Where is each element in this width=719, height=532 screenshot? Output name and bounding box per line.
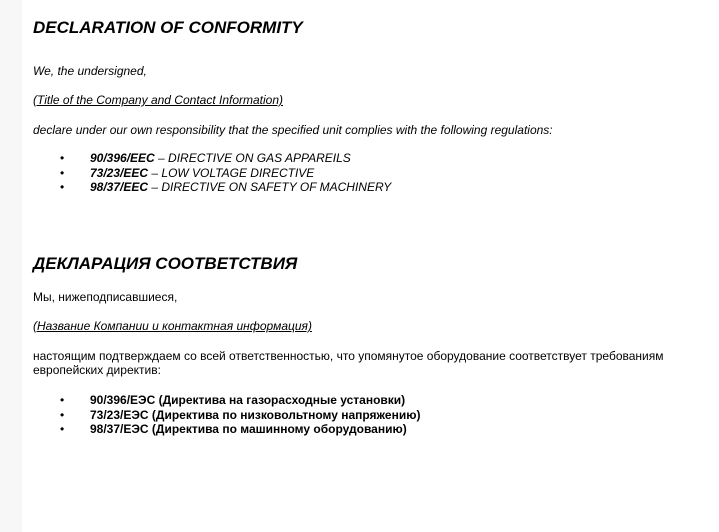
bullet: • (60, 180, 65, 194)
bullet: • (60, 151, 65, 165)
title-english: DECLARATION OF CONFORMITY (33, 18, 303, 37)
statement-english: declare under our own responsibility that the specified unit complies with the following regulations: (33, 123, 553, 137)
bullet: • (60, 393, 65, 407)
statement-russian: настоящим подтверждаем со всей ответственностью, что упомянутое оборудование соответствует требованиям европейских директив: (33, 349, 664, 377)
directive-desc: – DIRECTIVE ON SAFETY OF MACHINERY (148, 180, 392, 194)
company-placeholder-english: (Title of the Company and Contact Information) (33, 93, 284, 107)
intro-russian: Мы, нижеподписавшиеся, (33, 290, 178, 304)
directive-desc: – DIRECTIVE ON GAS APPAREILS (154, 151, 351, 165)
directive-text: 98/37/ЕЭС (Директива по машинному оборудованию) (90, 422, 407, 436)
bullet: • (60, 422, 65, 436)
directive-code: 98/37/EEC (90, 180, 149, 194)
directive-text: 90/396/ЕЭС (Директива на газорасходные установки) (90, 393, 406, 407)
company-placeholder-russian: (Название Компании и контактная информация) (33, 319, 312, 333)
bullet: • (60, 165, 65, 180)
title-russian: ДЕКЛАРАЦИЯ СООТВЕТСТВИЯ (33, 254, 298, 273)
directive-code: 73/23/EEC (90, 165, 149, 180)
intro-english: We, the undersigned, (33, 64, 147, 78)
bullet: • (60, 407, 65, 422)
directive-desc: – LOW VOLTAGE DIRECTIVE (148, 165, 315, 180)
directive-code: 90/396/EEC (90, 151, 155, 165)
directive-text: 73/23/ЕЭС (Директива по низковольтному напряжению) (90, 407, 421, 422)
